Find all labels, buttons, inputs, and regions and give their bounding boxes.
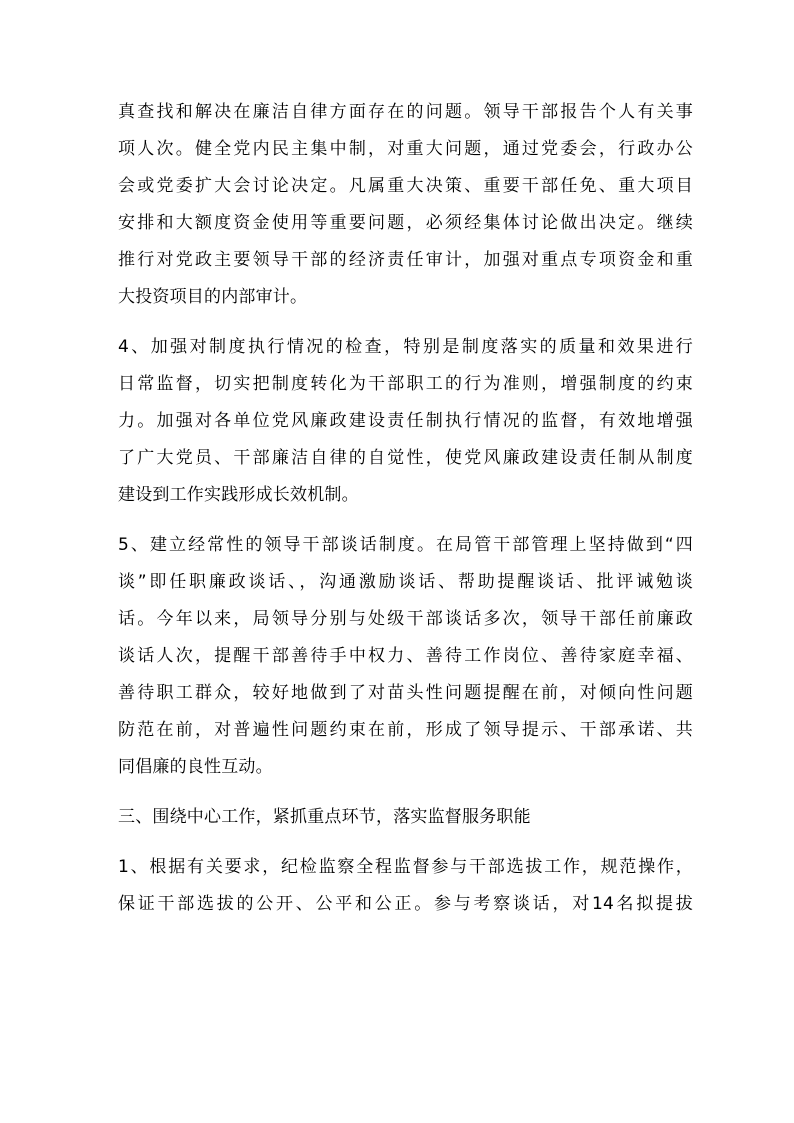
text-line: 会或党委扩大会讨论决定。凡属重大决策、重要干部任免、重大项目 <box>118 176 693 196</box>
text-line: 谈话人次，提醒干部善待手中权力、善待工作岗位、善待家庭幸福、 <box>118 646 693 666</box>
document-body <box>118 94 693 936</box>
paragraph-item-1 <box>118 849 693 923</box>
text-line: 建设到工作实践形成长效机制。 <box>118 485 359 505</box>
text-line: 同倡廉的良性互动。 <box>118 757 273 777</box>
paragraph-integrity-review <box>118 94 693 316</box>
section-heading-text: 三、围绕中心工作，紧抓重点环节，落实监督服务职能 <box>118 807 531 827</box>
text-line: 4、加强对制度执行情况的检查，特别是制度落实的质量和效果进行 <box>118 337 693 357</box>
text-line: 真查找和解决在廉洁自律方面存在的问题。领导干部报告个人有关事 <box>118 102 693 122</box>
text-line: 推行对党政主要领导干部的经济责任审计，加强对重点专项资金和重 <box>118 250 693 270</box>
section-heading-3 <box>118 799 693 836</box>
text-line: 大投资项目的内部审计。 <box>118 287 308 307</box>
text-line: 防范在前，对普遍性问题约束在前，形成了领导提示、干部承诺、共 <box>118 720 693 740</box>
text-line: 项人次。健全党内民主集中制，对重大问题，通过党委会，行政办公 <box>118 139 693 159</box>
text-line: 安排和大额度资金使用等重要问题，必须经集体讨论做出决定。继续 <box>118 213 693 233</box>
text-line: 话。今年以来，局领导分别与处级干部谈话多次，领导干部任前廉政 <box>118 609 693 629</box>
text-line: 5、建立经常性的领导干部谈话制度。在局管干部管理上坚持做到“四 <box>118 535 693 555</box>
text-line: 了广大党员、干部廉洁自律的自觉性，使党风廉政建设责任制从制度 <box>118 448 693 468</box>
text-line: 谈”即任职廉政谈话、，沟通激励谈话、帮助提醒谈话、批评诫勉谈 <box>118 572 693 592</box>
text-line: 日常监督，切实把制度转化为干部职工的行为准则，增强制度的约束 <box>118 374 693 394</box>
paragraph-item-4 <box>118 329 693 514</box>
text-line: 善待职工群众，较好地做到了对苗头性问题提醒在前，对倾向性问题 <box>118 683 693 703</box>
text-line: 1、根据有关要求，纪检监察全程监督参与干部选拔工作，规范操作， <box>118 857 693 877</box>
text-line: 保证干部选拔的公开、公平和公正。参与考察谈话，对14名拟提拔 <box>118 894 693 914</box>
paragraph-item-5 <box>118 527 693 786</box>
text-line: 力。加强对各单位党风廉政建设责任制执行情况的监督，有效地增强 <box>118 411 693 431</box>
